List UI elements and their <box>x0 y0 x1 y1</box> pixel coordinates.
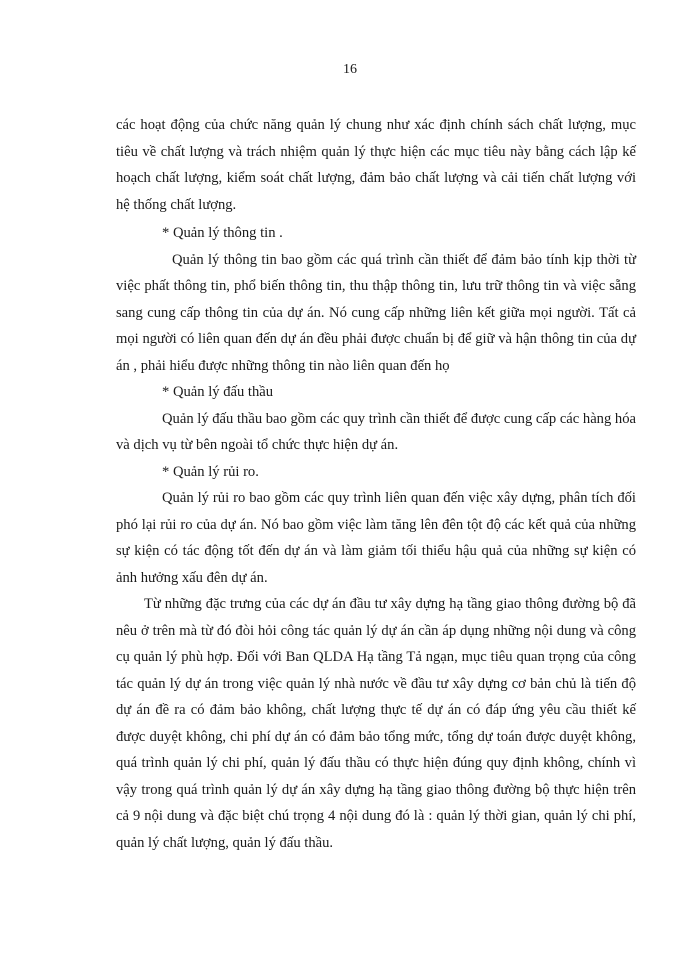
heading-bidding-management: * Quản lý đấu thầu <box>162 384 274 400</box>
paragraph-conclusion: Từ những đặc trưng của các dự án đầu tư xây dựng hạ tầng giao thông đường bộ đã nêu ở trên mà từ đó đòi hỏi công tác quản lý dự án cần áp dụng những nội dung và công cụ quản lý phù hợp. Đối với Ban QLDA Hạ tầng Tả ngạn, mục tiêu quan trọng của công tác quản lý dự án trong việc quản lý nhà nước về đầu tư xây dựng cơ bản chủ là tiến độ dự án đề ra có đảm bảo không, chất lượng thực tế dự án có đáp ứng yêu cầu thiết kế được duyệt không, chi phí dự án có đảm bảo tổng mức, tổng dự toán được duyệt không, quá trình quản lý chi phí, quản lý đấu thầu có thực hiện đúng quy định không, chính vì vậy trong quá trình quản lý dự án xây dựng hạ tầng giao thông đường bộ thực hiện trên cả 9 nội dung và đặc biệt chú trọng 4 nội dung đó là : quản lý thời gian, quản lý chi phí, quản lý chất lượng, quản lý đấu thầu. <box>116 596 636 851</box>
heading-information-management: * Quản lý thông tin . <box>162 225 283 241</box>
paragraph-risk-management: Quản lý rủi ro bao gồm các quy trình liên quan đến việc xây dựng, phân tích đối phó lại rủi ro của dự án. Nó bao gồm việc làm tăng lên đên tột độ các kết quả của những sự kiện có tác động tốt đến dự án và làm giảm tối thiểu hậu quả của những sự kiện có ảnh hưởng xấu đên dự án. <box>116 490 636 586</box>
document-body <box>116 112 636 856</box>
page-number: 16 <box>343 62 357 77</box>
heading-risk-management: * Quản lý rủi ro. <box>162 463 259 480</box>
paragraph-quality-continued: các hoạt động của chức năng quản lý chung như xác định chính sách chất lượng, mục tiêu về chất lượng và trách nhiệm quản lý thực hiện các mục tiêu này bằng cách lập kế hoạch chất lượng, kiểm soát chất lượng, đảm bảo chất lượng và cải tiến chất lượng với hệ thống chất lượng. <box>116 117 636 213</box>
paragraph-bidding-management: Quản lý đấu thầu bao gồm các quy trình cần thiết để được cung cấp các hàng hóa và dịch vụ từ bên ngoài tổ chức thực hiện dự án. <box>116 410 636 453</box>
paragraph-information-management: Quản lý thông tin bao gồm các quá trình cần thiết để đảm bảo tính kịp thời từ việc phất thông tin, phổ biến thông tin, thu thập thông tin, lưu trữ thông tin và việc sẵng sang cung cấp thông tin của dự án. Nó cung cấp những liên kết giữa mọi người. Tất cả mọi người có liên quan đến dự án đều phải được chuẩn bị để giữ và hận thông tin của dự án , phải hiểu được những thông tin nào liên quan đến họ <box>116 251 636 374</box>
